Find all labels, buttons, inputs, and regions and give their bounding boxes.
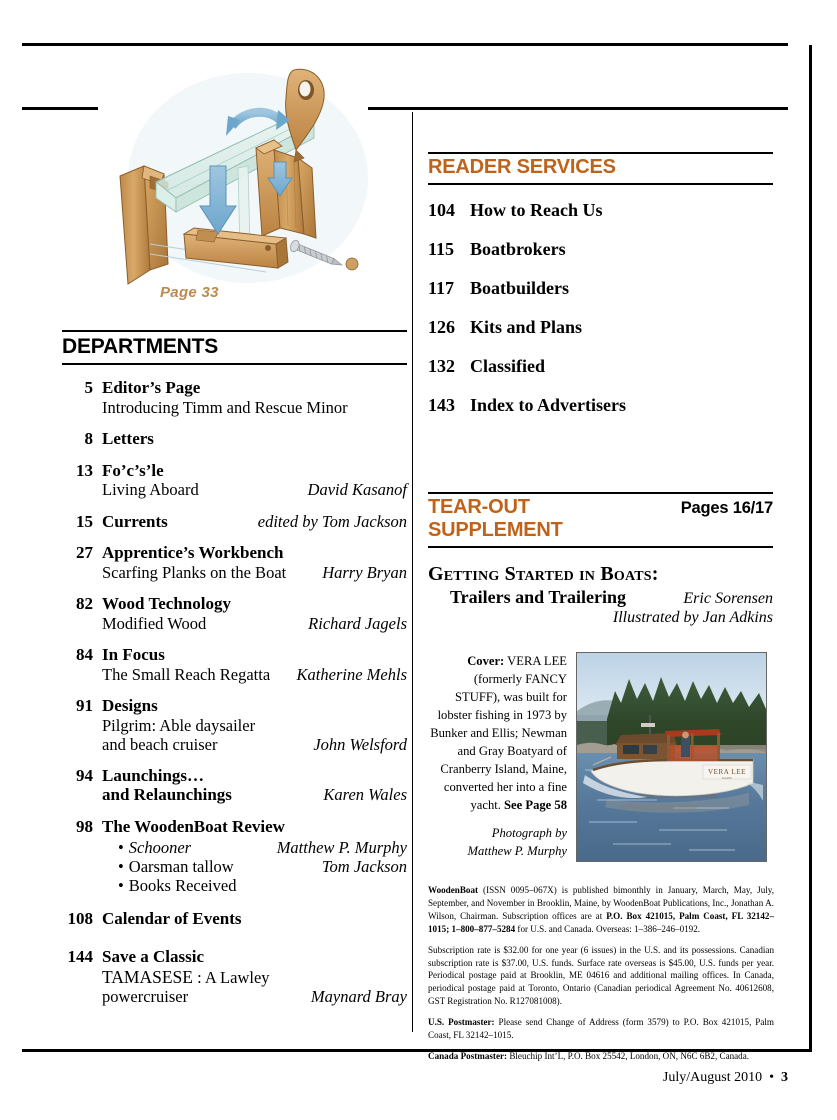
list-item[interactable] <box>62 429 407 449</box>
entry-page-number: 115 <box>428 239 455 259</box>
entry-byline: Richard Jagels <box>308 613 407 633</box>
fineprint-paragraph-4 <box>428 1050 774 1063</box>
entry-title: In Focus <box>102 644 165 664</box>
entry-byline: Karen Wales <box>323 785 407 805</box>
tearout-title-line1: Getting Started in Boats: <box>428 563 659 585</box>
entry-page-number: 8 <box>84 428 93 448</box>
fineprint-address: P.O. Box 421015, Palm Coast, FL 32142–1015; 1–800–877–5284 <box>428 910 774 934</box>
entry-title: Currents <box>102 511 168 531</box>
footer-page-number: 3 <box>781 1070 788 1085</box>
entry-subtitle: Introducing Timm and Rescue Minor <box>102 397 348 417</box>
entry-title: Index to Advertisers <box>470 395 626 415</box>
entry-subtitle: Living Aboard <box>102 480 199 500</box>
tearout-heading-label: TEAR-OUT SUPPLEMENT <box>428 496 563 541</box>
list-item[interactable] <box>102 838 407 857</box>
entry-subtitle-line2: and beach cruiser <box>102 734 218 754</box>
entry-title: Editor’s Page <box>102 378 201 398</box>
entry-page-number: 144 <box>67 947 93 967</box>
tearout-author: Eric Sorensen <box>683 590 773 607</box>
page-rule-top <box>22 43 788 46</box>
tearout-illustrator: Illustrated by Jan Adkins <box>612 609 773 626</box>
reader-services-list <box>428 200 773 416</box>
entry-title: Classified <box>470 356 546 376</box>
list-item[interactable] <box>102 876 407 895</box>
entry-title: Boatbrokers <box>470 239 566 259</box>
bullet-byline: Matthew P. Murphy <box>276 837 407 857</box>
list-item[interactable] <box>428 395 773 416</box>
entry-page-number: 27 <box>76 543 93 563</box>
cover-photo-credit-line1: Photograph by <box>491 826 567 840</box>
list-item[interactable] <box>102 857 407 876</box>
reader-services-heading <box>428 152 773 185</box>
bullet-icon: • <box>118 857 124 877</box>
list-item[interactable] <box>62 766 407 805</box>
svg-text:MAINE: MAINE <box>721 776 733 780</box>
cover-see-page: See Page 58 <box>504 798 567 812</box>
list-item[interactable] <box>428 239 773 260</box>
bullet-label: Schooner <box>128 837 192 857</box>
svg-text:VERA LEE: VERA LEE <box>707 768 747 776</box>
list-item[interactable] <box>428 317 773 338</box>
list-item[interactable] <box>62 947 407 1006</box>
entry-title: Designs <box>102 695 158 715</box>
entry-title: Kits and Plans <box>470 317 583 337</box>
entry-page-number: 84 <box>76 644 93 664</box>
entry-subtitle: Modified Wood <box>102 613 207 633</box>
entry-title-line2: and Relaunchings <box>102 785 232 805</box>
fineprint-us-postmaster-label: U.S. Postmaster: <box>428 1017 495 1028</box>
bullet-icon: • <box>118 876 124 896</box>
list-item[interactable] <box>62 543 407 582</box>
entry-title: Boatbuilders <box>470 278 570 298</box>
entry-title: The WoodenBoat Review <box>102 817 285 837</box>
entry-page-number: 104 <box>428 200 455 220</box>
reader-services-heading-label: READER SERVICES <box>428 156 616 178</box>
footer-separator-icon: • <box>769 1070 774 1085</box>
review-bullet-list <box>102 838 407 895</box>
entry-byline: edited by Tom Jackson <box>257 511 407 531</box>
footer-issue-date: July/August 2010 <box>662 1070 763 1085</box>
list-item[interactable] <box>62 909 407 929</box>
list-item[interactable] <box>62 817 407 895</box>
tearout-supplement-section <box>428 492 773 627</box>
list-item[interactable] <box>428 200 773 221</box>
page-rule-right-vertical <box>809 45 812 1051</box>
entry-page-number: 143 <box>428 395 455 415</box>
entry-page-number: 91 <box>76 695 93 715</box>
cover-caption <box>428 652 576 860</box>
fineprint-p1-b: for U.S. and Canada. Overseas: 1–386–246–0192. <box>515 923 701 934</box>
masthead-fineprint <box>428 884 774 1071</box>
entry-byline: Maynard Bray <box>310 987 407 1007</box>
departments-heading: DEPARTMENTS <box>62 330 407 365</box>
departments-column <box>62 330 407 1018</box>
list-item[interactable] <box>428 356 773 377</box>
cover-text: VERA LEE (formerly FANCY STUFF), was built for lobster fishing in 1973 by Bunker and Ellis; Newman and Gray Boatyard of Cranberry Island, Maine, converted her into a fine yacht. <box>430 654 567 812</box>
entry-title: Save a Classic <box>102 947 204 967</box>
cover-credit-block <box>428 652 774 862</box>
fineprint-canada-postmaster-text: Bleuchip Int’L, P.O. Box 25542, London, ON, N6C 6B2, Canada. <box>507 1050 750 1061</box>
entry-page-number: 117 <box>428 278 455 298</box>
scarfing-jig-illustration <box>98 58 368 298</box>
entry-byline: David Kasanof <box>307 480 407 500</box>
page-footer <box>0 1070 788 1086</box>
bullet-icon: • <box>118 837 124 857</box>
entry-title: Launchings… <box>102 765 205 785</box>
entry-page-number: 13 <box>76 460 93 480</box>
tearout-title-line2: Trailers and Trailering <box>450 587 626 607</box>
fineprint-p1-a: (ISSN 0095–067X) is published bimonthly in January, March, May, July, September, and November in Brooklin, Maine, by WoodenBoat Publications, Inc., Jonathan A. Wilson, Chairman. Subscription offices are at <box>428 885 774 921</box>
entry-title: Apprentice’s Workbench <box>102 543 284 563</box>
entry-page-number: 94 <box>76 765 93 785</box>
entry-title: Calendar of Events <box>102 909 242 929</box>
entry-byline: Katherine Mehls <box>296 664 407 684</box>
list-item[interactable] <box>62 378 407 417</box>
tearout-pages-note: Pages 16/17 <box>680 499 774 517</box>
fineprint-paragraph-2: Subscription rate is $32.00 for one year (6 issues) in the U.S. and its possessions. Canadian subscription rate is $37.00, U.S. funds. Surface rate overseas is $45.00, U.S. funds per year. Periodical postage paid at Brooklin, ME 04616 and additional mailing offices. In Canada, periodical postage paid at Toronto, Ontario (Canadian periodical Agreement No. 40612608, GST Registration No. R127081008). <box>428 944 774 1007</box>
entry-title: Fo’c’s’le <box>102 460 164 480</box>
illustration-page-caption: Page 33 <box>160 284 219 301</box>
list-item[interactable] <box>62 645 407 684</box>
entry-subtitle: The Small Reach Regatta <box>102 664 271 684</box>
departments-list <box>62 378 407 1006</box>
entry-page-number: 5 <box>84 378 93 398</box>
entry-byline: Harry Bryan <box>322 562 407 582</box>
reader-services-column <box>428 152 773 434</box>
bullet-label: Books Received <box>128 876 237 896</box>
cover-photo-credit <box>428 825 567 860</box>
entry-page-number: 15 <box>76 511 93 531</box>
bullet-byline: Tom Jackson <box>321 857 407 877</box>
boat-name: TAMASESE <box>102 966 193 987</box>
list-item[interactable] <box>62 696 407 754</box>
fineprint-paragraph-3 <box>428 1016 774 1042</box>
tearout-heading <box>428 492 773 548</box>
list-item[interactable] <box>62 512 407 532</box>
cover-label: Cover: <box>467 654 505 668</box>
entry-subtitle: Pilgrim: Able daysailer <box>102 715 256 735</box>
fineprint-canada-postmaster-label: Canada Postmaster: <box>428 1050 508 1061</box>
entry-title: Wood Technology <box>102 594 231 614</box>
entry-page-number: 98 <box>76 817 93 837</box>
entry-page-number: 126 <box>428 317 455 337</box>
entry-title: Letters <box>102 428 154 448</box>
column-divider <box>412 112 413 1032</box>
cover-photo <box>576 652 767 862</box>
entry-subtitle: : A Lawley <box>192 967 270 987</box>
fineprint-publication-name: WoodenBoat <box>428 885 479 895</box>
list-item[interactable] <box>428 278 773 299</box>
list-item[interactable] <box>62 594 407 633</box>
entry-page-number: 108 <box>67 909 93 929</box>
entry-title: How to Reach Us <box>470 200 603 220</box>
list-item[interactable] <box>62 461 407 500</box>
cover-photo-credit-line2: Matthew P. Murphy <box>467 843 567 858</box>
entry-page-number: 82 <box>76 594 93 614</box>
entry-subtitle: Scarfing Planks on the Boat <box>102 562 287 582</box>
entry-byline: John Welsford <box>313 734 407 754</box>
bullet-label: Oarsman tallow <box>128 857 234 877</box>
entry-page-number: 132 <box>428 356 455 376</box>
fineprint-paragraph-1 <box>428 884 774 936</box>
fineprint-us-postmaster-text: Please send Change of Address (form 3579) to P.O. Box 421015, Palm Coast, FL 32142–1015. <box>428 1017 774 1041</box>
entry-subtitle-line2: powercruiser <box>102 987 189 1007</box>
